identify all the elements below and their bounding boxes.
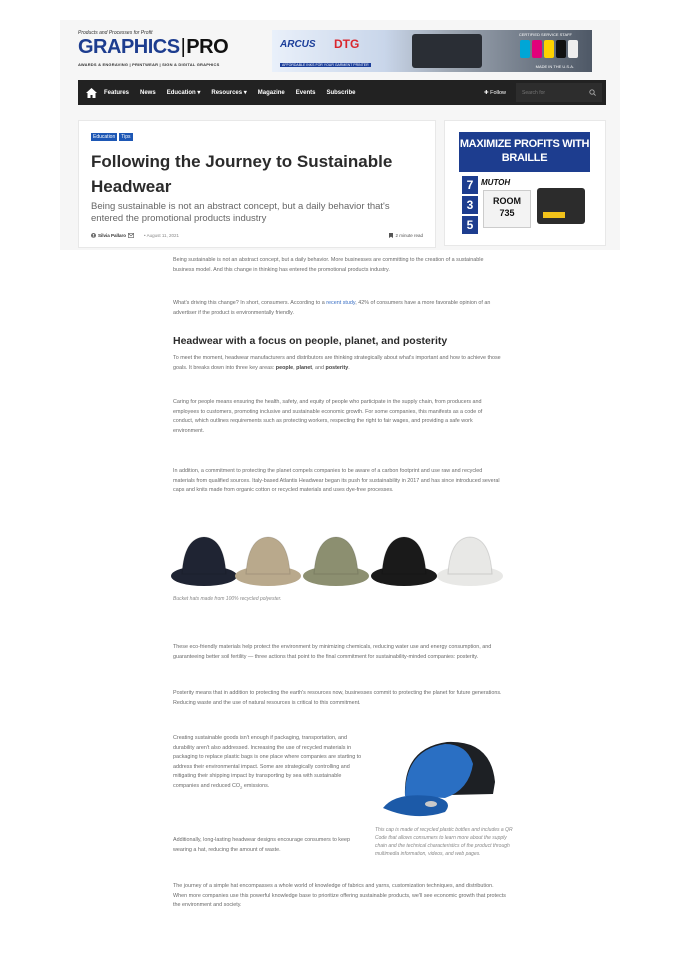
paragraph-text: , and [312,364,326,371]
paragraph-text: What's driving this change? In short, consumers. According to a [173,300,327,306]
search-input[interactable] [522,90,582,96]
bucket-hat [437,537,503,586]
braille-digit: 5 [462,216,478,234]
image-caption: This cap is made of recycled plastic bottles and includes a QR Code that allows consumers to learn more about the supply chain and the technical characteristics of the product through multimedia information, videos, and web pages. [375,827,513,857]
braille-digits [462,176,478,236]
ink-cartridge [556,40,566,58]
bucket-hat [371,537,437,586]
cap-svg [375,734,507,824]
keyword-planet: planet [296,364,313,371]
article-meta [91,233,423,238]
home-icon [86,88,97,98]
follow-button[interactable] [484,90,506,96]
keyword-people: people [275,364,294,371]
nav-item-subscribe[interactable]: Subscribe [326,89,356,96]
paragraph: The journey of a simple hat encompasses a whole world of knowledge of fabrics and yarns, customization techniques, and distribution. When more companies use this powerful knowledge base to prioritize offering sustainable products, we'll see economic growth that protects the environment and society. [173,883,506,908]
ad-subline: AFFORDABLE INKS FOR YOUR GARMENT PRINTER [282,63,369,67]
logo-divider: | [180,36,186,58]
logo-main: GRAPHICS [78,36,180,58]
sidebar-ad[interactable] [459,132,590,237]
braille-digit: 3 [462,196,478,214]
paragraph: Posterity means that in addition to protecting the earth's resources now, businesses commit to protecting the planet for future generations. Reducing waste and the use of natural resources is critical to this commitment. [173,690,502,706]
section-heading: Headwear with a focus on people, planet, and posterity [173,335,448,347]
subscript: 2 [240,784,243,790]
ink-cartridge [520,40,530,58]
ad-brand: ARCUS [280,39,316,50]
bucket-hat [235,537,301,586]
bookmark-icon [389,233,393,238]
date-text: August 11, 2021 [146,233,180,238]
main-nav [78,80,606,105]
paragraph-text: , 42% of consumers have a more favorable opinion of an advertiser if the product is environmentally friendly. [173,300,491,316]
paragraph [173,354,503,373]
paragraph: Being sustainable is not an abstract concept, but a daily behavior. More businesses are committing to the creation of a sustainable business model. And this change in thinking has entered the promotional products industry. [173,257,484,273]
plus-icon: ✚ [483,89,491,96]
paragraph: Caring for people means ensuring the health, safety, and equity of people who participate in the supply chain, from producers and employees to customers, promoting inclusive and sustainable economic growth. For some companies, this manifests as a code of conduct, which outlines requirements such as protecting workers, respecting the right to fair wages, and providing a safe work environment. [173,399,483,434]
nav-item-events[interactable]: Events [295,89,316,96]
nav-item-education[interactable]: Education ▾ [166,90,201,96]
search-icon [589,89,596,96]
page-title: Following the Journey to Sustainable Headwear [91,152,393,196]
nav-item-magazine[interactable]: Magazine [257,89,285,96]
date-separator: • [144,233,147,238]
nav-item-resources[interactable]: Resources ▾ [211,90,247,96]
read-time: 2 minute read [395,233,423,238]
recent-study-link[interactable]: recent study [326,300,356,306]
bucket-hat [303,537,369,586]
image-caption: Bucket hats made from 100% recycled polyester. [173,596,282,602]
author-icon [91,233,96,238]
nav-item-news[interactable]: News [140,89,156,96]
side-ad-brand: MUTOH [481,178,511,187]
bucket-hat [171,537,237,586]
site-tagline: Products and Processes for Profit [78,30,153,36]
paragraph-text: To meet the moment, headwear manufacturers and distributors are thinking strategically about what's important and how to achieve those goals. It breaks down into three key areas: [173,355,501,371]
uv-printer-image [537,188,585,224]
ad-cert: CERTIFIED SERVICE STAFF [518,32,572,37]
logo-subline: AWARDS & ENGRAVING | PRINTWEAR | SIGN & DIGITAL GRAPHICS [78,62,220,67]
tag-tips[interactable]: Tips [121,134,131,140]
ink-cartridges [520,40,578,58]
room-label: ROOM [493,196,521,206]
printer-image [412,34,482,68]
paragraph [173,299,503,318]
tag-education[interactable]: Education [93,134,116,140]
publish-date [144,233,179,238]
paragraph [173,734,365,792]
ad-brand-dtg: DTG [334,37,360,51]
paragraph: In addition, a commitment to protecting the planet compels companies to be aware of a carbon footprint and use raw and recycled materials from qualified sources. Italy-based Atlantis Headwear began its push for sustainability in 2017 and has since introduced several caps and knits made from organic cotton or recycled materials and uses dye-free processes. [173,468,500,493]
comma: , [293,364,297,371]
braille-digit: 7 [462,176,478,194]
logo-pro: PRO [186,36,229,58]
search-box [516,83,602,102]
ink-cartridge [532,40,542,58]
trucker-cap-image [375,734,507,824]
article-tags [91,133,133,141]
paragraph: Additionally, long-lasting headwear designs encourage consumers to keep wearing a hat, reducing the amount of waste. [173,837,351,853]
home-button[interactable] [78,80,104,105]
nav-item-features[interactable]: Features [104,89,130,96]
paragraph: These eco-friendly materials help protect the environment by minimizing chemicals, reducing water use and energy consumption, and guaranteeing better soil fertility — three actions that point to the final commitment for sustainability-minded companies: posterity. [173,644,492,660]
paragraph-text: . [348,364,350,371]
email-icon [128,233,134,238]
bucket-hats-image [170,528,506,594]
hats-svg [170,528,506,594]
ink-cartridge [568,40,578,58]
paragraph-text: Creating sustainable goods isn't enough if packaging, transportation, and durability aren't also addressed. Increasing the use of recycled materials in packaging to replace plastic bags is one place where companies are starting to address their environmental impact. Some are strategically controlling and mitigating their shipping impact by transporting by sea with sustainable companies and reduced CO [173,735,362,789]
follow-label: Follow [490,89,506,96]
paragraph-text: emissions. [242,782,270,789]
author-link[interactable]: Silvia Pallaro [98,233,127,238]
site-logo[interactable] [78,36,228,59]
room-sign [483,190,531,228]
side-ad-headline: MAXIMIZE PROFITS WITH BRAILLE [459,132,590,172]
article-subtitle: Being sustainable is not an abstract concept, but a daily behavior that's entered the promotional products industry [91,201,390,224]
printer-accent [543,212,565,218]
ink-cartridge [544,40,554,58]
ad-made-in: MADE IN THE U.S.A. [535,64,574,69]
top-banner-ad[interactable] [272,30,592,72]
room-number: 735 [499,208,515,218]
keyword-posterity: posterity [325,364,349,371]
